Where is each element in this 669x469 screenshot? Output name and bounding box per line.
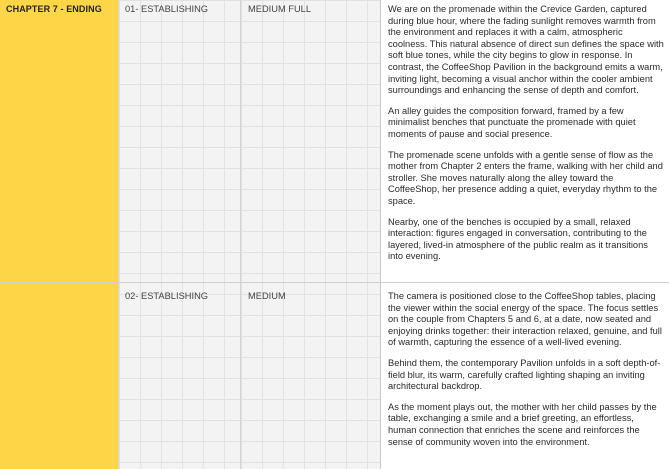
- description-paragraph: As the moment plays out, the mother with her child passes by the table, exchanging a smile and a brief greeting, an effortless, human connection that enriches the scene and reinforces the sense of community woven into the environment.: [388, 401, 657, 447]
- chapter-column[interactable]: [0, 0, 118, 469]
- shot-name-cell[interactable]: 02- ESTABLISHING: [125, 291, 209, 301]
- description-paragraph: Behind them, the contemporary Pavilion unfolds in a soft depth-of-field blur, its warm, carefully crafted lighting shaping an inviting architectural backdrop.: [388, 357, 661, 392]
- description-paragraph: An alley guides the composition forward, framed by a few minimalist benches that punctuate the promenade with quiet moments of pause and social presence.: [388, 105, 636, 139]
- shot-type-column[interactable]: [240, 0, 380, 469]
- shot-name-cell[interactable]: 01- ESTABLISHING: [125, 4, 209, 14]
- description-paragraph: The promenade scene unfolds with a gentle sense of flow as the mother from Chapter 2 enters the frame, walking with her child and stroller. She moves naturally along the alley toward the CoffeeShop, her presence adding a quiet, everyday rhythm to the space.: [388, 149, 663, 206]
- description-paragraph: We are on the promenade within the Crevice Garden, captured during blue hour, where the fading sunlight removes warmth from the environment and replaces it with a calm, atmospheric coolness. This natural absence of direct sun defines the space with soft blue tones, while the city begins to glow in response. In contrast, the CoffeeShop Pavilion in the background emits a warm, inviting light, becoming a visual anchor within the cooler ambient surroundings and enhancing the sense of depth and comfort.: [388, 4, 664, 96]
- description-paragraph: The camera is positioned close to the CoffeeShop tables, placing the viewer within the social energy of the space. The focus settles on the couple from Chapters 5 and 6, at a date, now seated and enjoying drinks together: their interaction relaxed, genuine, and full of warmth, capturing the essence of a well-lived evening.: [388, 291, 662, 348]
- shot-column[interactable]: [118, 0, 240, 469]
- row-divider: [0, 282, 669, 283]
- shot-type-cell[interactable]: MEDIUM: [248, 291, 286, 301]
- chapter-title[interactable]: CHAPTER 7 - ENDING: [6, 4, 102, 14]
- shot-type-cell[interactable]: MEDIUM FULL: [248, 4, 312, 14]
- shot-description-cell[interactable]: [388, 4, 664, 272]
- description-paragraph: Nearby, one of the benches is occupied by a small, relaxed interaction: figures engaged in conversation, contributing to the layered, lived-in atmosphere of the public realm as it transitions into evening.: [388, 216, 648, 262]
- shot-description-cell[interactable]: [388, 291, 664, 457]
